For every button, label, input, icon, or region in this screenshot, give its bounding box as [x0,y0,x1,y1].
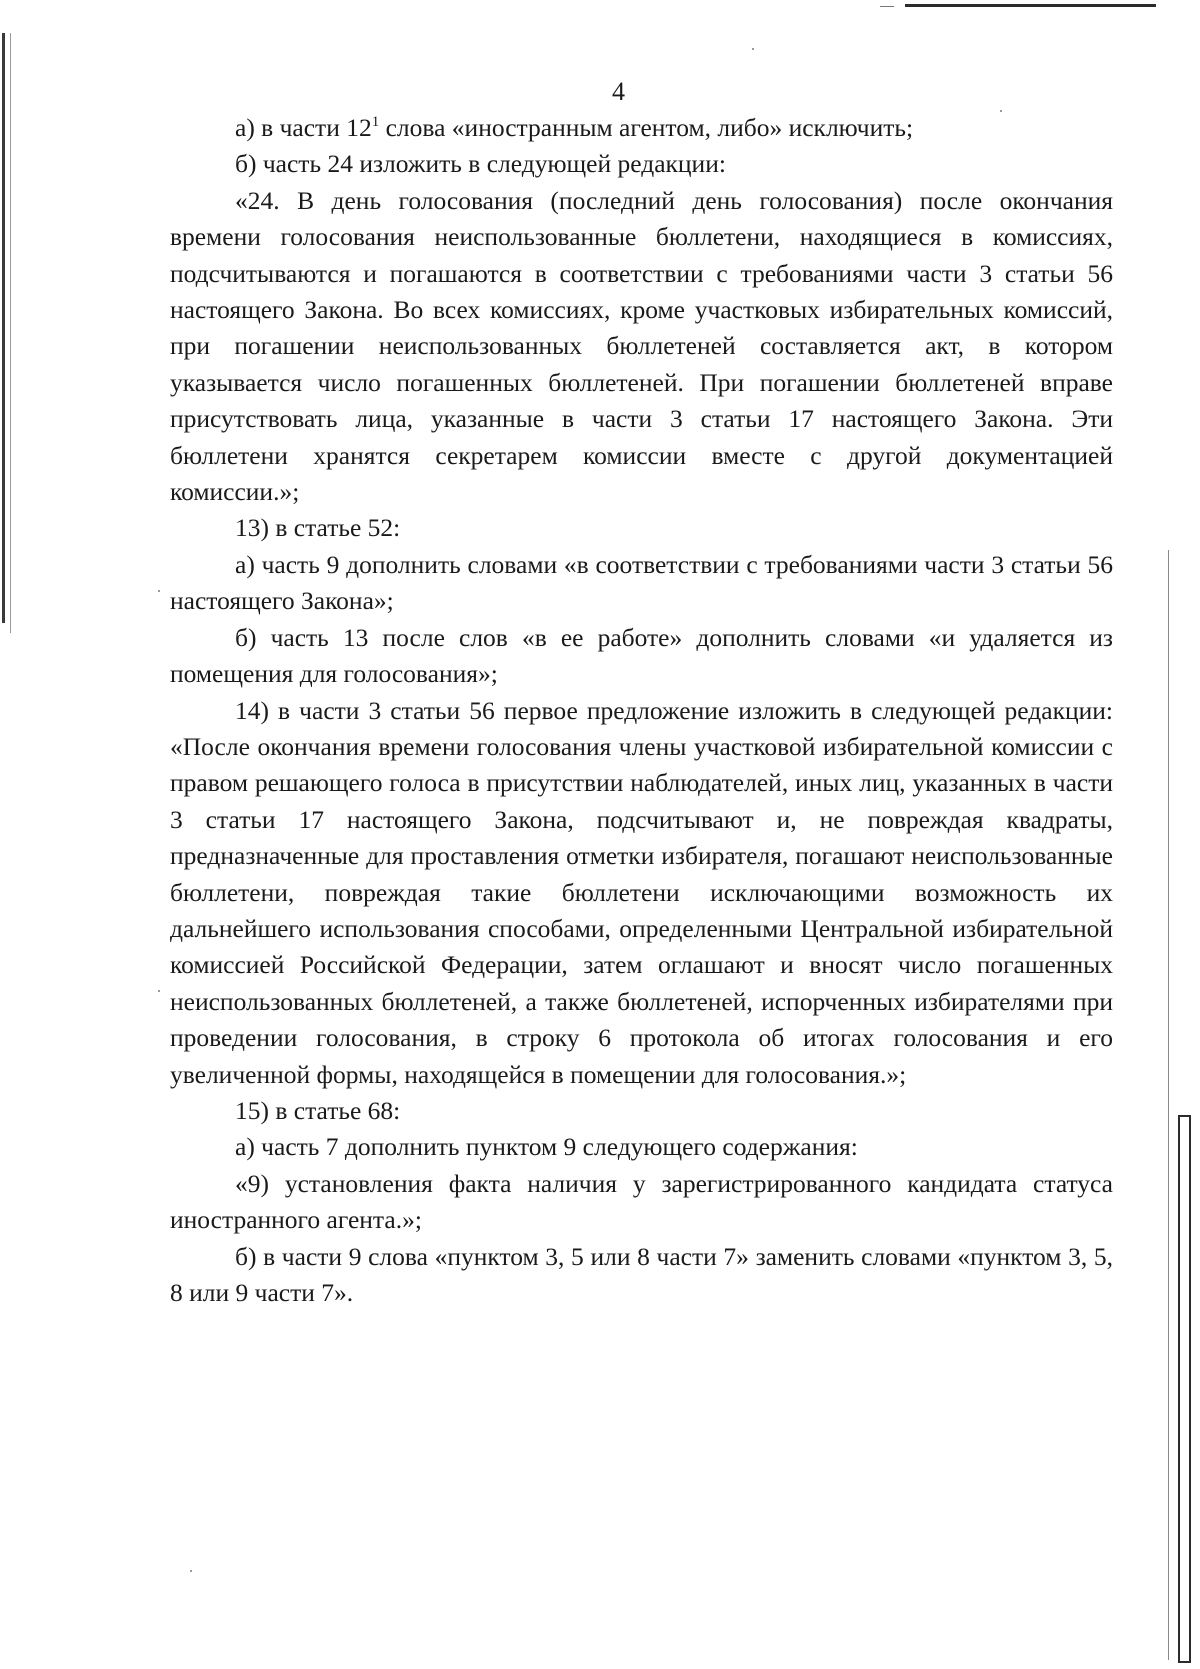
paragraph-item-15-a-point-9: «9) установления факта наличия у зарегистрированного кандидата статуса иностранного агента.»; [170,1168,1113,1235]
scan-artifact-top-line [905,4,1156,7]
scan-artifact-right-line [1168,550,1169,1660]
paragraph-item-13-article-52: 13) в статье 52: [235,513,401,543]
paragraph-item-14-article-56: 14) в части 3 статьи 56 первое предложение изложить в следующей редакции: «После окончания времени голосования члены участковой избирательной комиссии с правом решающего голоса в присутствии наблюдателей, иных лиц, указанных в части 3 статьи 17 настоящего Закона, подсчитывают и, не повреждая квадраты, предназначенные для проставления отметки избирателя, погашают неиспользованные бюллетени, повреждая такие бюллетени исключающими возможность их дальнейшего использования способами, определенными Центральной избирательной комиссией Российской Федерации, затем оглашают и вносят число погашенных неиспользованных бюллетеней, а также бюллетеней, испорченных избирателями при проведении голосования, в строку 6 протокола об итогах голосования и его увеличенной формы, находящейся в помещении для голосования.»; [170,695,1113,1089]
scan-artifact-left-edge [2,33,5,623]
paragraph-item-15-b: б) в части 9 слова «пунктом 3, 5 или 8 части 7» заменить словами «пунктом 3, 5, 8 или 9 части 7». [170,1241,1113,1307]
paragraph-amendment-b-part-24: б) часть 24 изложить в следующей редакции: [235,149,726,179]
superscript-index: 1 [371,114,380,130]
scan-artifact-dot [752,48,754,50]
paragraph-text: а) в части 12 [235,113,372,142]
paragraph-item-15-article-68: 15) в статье 68: [235,1095,401,1125]
page-number: 4 [612,77,625,106]
document-body [170,110,1113,1311]
paragraph-text: слова «иностранным агентом, либо» исключить; [379,113,914,142]
scan-artifact-top-dash [880,6,894,7]
scan-artifact-right-box [1178,1115,1191,1663]
paragraph-amendment-a-part-12-1 [170,110,1113,146]
scan-artifact-dot [158,590,160,592]
paragraph-item-13-b: б) часть 13 после слов «в ее работе» дополнить словами «и удаляется из помещения для голосования»; [170,622,1113,689]
scan-artifact-dot [158,990,160,992]
scan-artifact-dot [190,1570,192,1572]
paragraph-item-15-a: а) часть 7 дополнить пунктом 9 следующего содержания: [235,1132,858,1162]
paragraph-item-13-a: а) часть 9 дополнить словами «в соответствии с требованиями части 3 статьи 56 настоящего Закона»; [170,549,1113,616]
paragraph-new-part-24-text: «24. В день голосования (последний день голосования) после окончания времени голосования неиспользованные бюллетени, находящиеся в комиссиях, подсчитываются и погашаются в соответствии с требованиями части 3 статьи 56 настоящего Закона. Во всех комиссиях, кроме участковых избирательных комиссий, при погашении неиспользованных бюллетеней составляется акт, в котором указывается число погашенных бюллетеней. При погашении бюллетеней вправе присутствовать лица, указанные в части 3 статьи 17 настоящего Закона. Эти бюллетени хранятся секретарем комиссии вместе с другой документацией комиссии.»; [170,185,1113,507]
scan-artifact-left-edge-thin [10,33,11,633]
